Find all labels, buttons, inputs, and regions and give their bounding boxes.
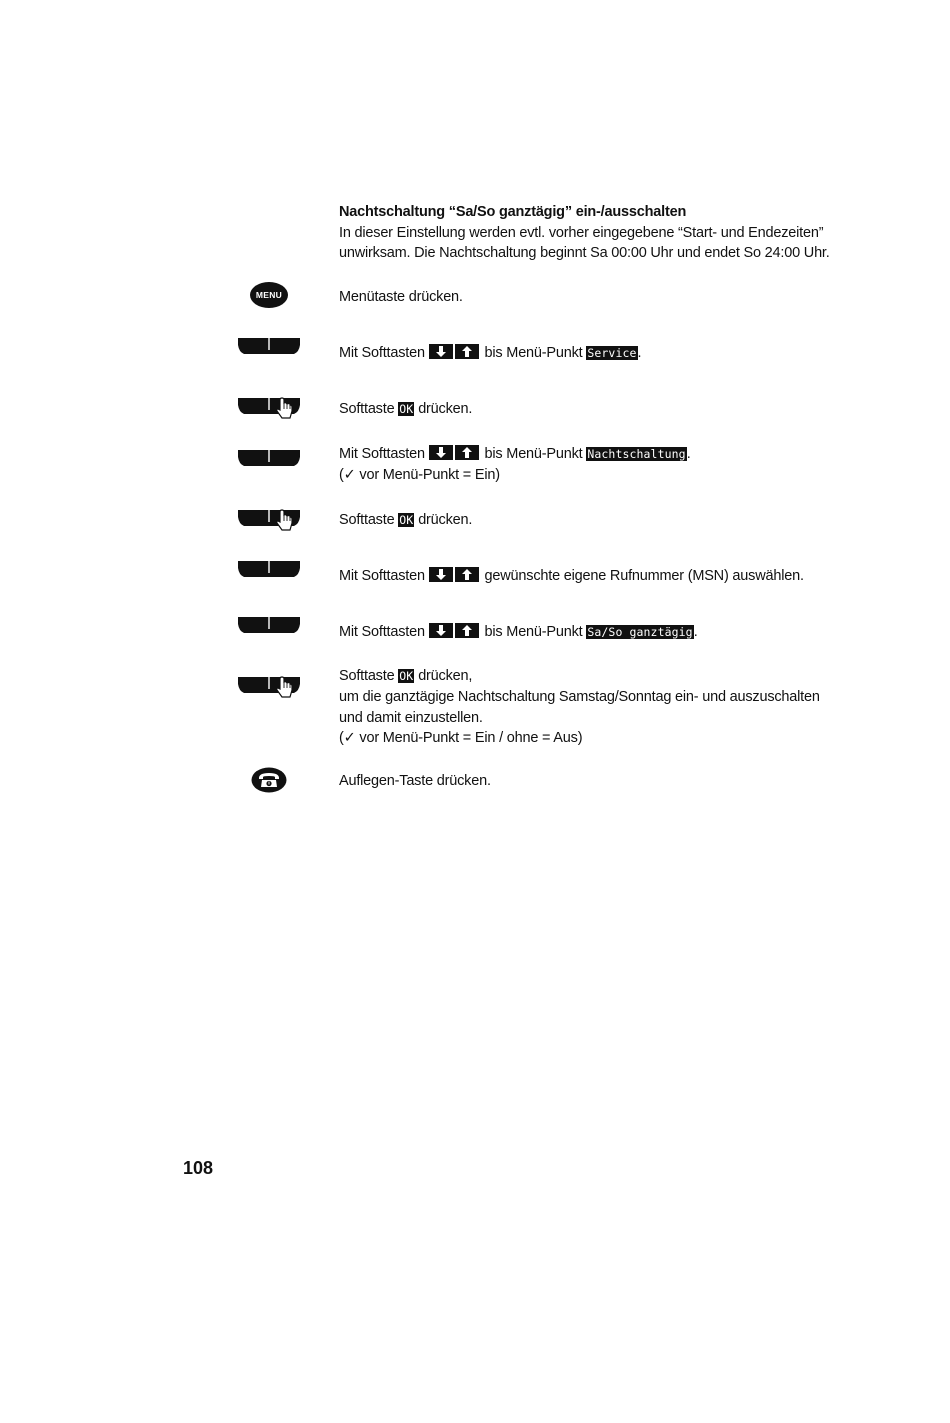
- page-number: 108: [183, 1158, 214, 1178]
- step-3-post: drücken.: [418, 401, 473, 417]
- arrow-down-key-icon: [429, 623, 453, 638]
- step-2-text: [339, 343, 641, 364]
- step-1-text: Menütaste drücken.: [339, 289, 463, 305]
- arrow-up-key-icon: [455, 623, 479, 638]
- softkey-press-hand-icon: [238, 671, 300, 703]
- softkey-icon: [238, 448, 300, 472]
- step-4-post: .: [686, 446, 691, 462]
- step-8-line-3: und damit einzustellen.: [339, 710, 483, 726]
- step-5-pre: Softtaste: [339, 512, 395, 528]
- arrow-down-key-icon: [429, 344, 453, 359]
- arrow-up-key-icon: [455, 567, 479, 582]
- softkey-press-hand-icon: [238, 392, 300, 424]
- step-2-pre: Mit Softtasten: [339, 345, 425, 361]
- section-title: Nachtschaltung “Sa/So ganztägig” ein-/ausschalten: [339, 204, 687, 220]
- step-9-text: Auflegen-Taste drücken.: [339, 773, 491, 789]
- step-4-pre: Mit Softtasten: [339, 446, 425, 462]
- softkey-icon: [238, 615, 300, 639]
- step-4-note: (✓ vor Menü-Punkt = Ein): [339, 467, 500, 483]
- arrow-up-key-icon: [455, 445, 479, 460]
- step-7-pre: Mit Softtasten: [339, 624, 425, 640]
- step-5-text: [339, 510, 472, 531]
- step-8-pre: Softtaste: [339, 668, 395, 684]
- step-8-text: [339, 666, 472, 687]
- step-2-mid: bis Menü-Punkt: [484, 345, 583, 361]
- step-7-post: .: [693, 624, 698, 640]
- hangup-key-icon: [251, 767, 287, 793]
- step-3-text: [339, 399, 472, 420]
- display-ok: OK: [399, 513, 414, 527]
- display-ok: OK: [399, 669, 414, 683]
- softkey-press-hand-icon: [238, 504, 300, 536]
- arrow-down-key-icon: [429, 445, 453, 460]
- display-ok: OK: [399, 402, 414, 416]
- softkey-icon: [238, 336, 300, 360]
- step-4-text: [339, 444, 691, 465]
- display-service: Service: [587, 346, 637, 360]
- step-7-text: [339, 622, 698, 643]
- step-3-pre: Softtaste: [339, 401, 395, 417]
- step-2-post: .: [637, 345, 642, 361]
- step-7-mid: bis Menü-Punkt: [484, 624, 583, 640]
- intro-line-1: In dieser Einstellung werden evtl. vorher eingegebene “Start- und Endezeiten”: [339, 225, 824, 241]
- step-8-line-2: um die ganztägige Nachtschaltung Samstag/Sonntag ein- und auszuschalten: [339, 689, 820, 705]
- arrow-up-key-icon: [455, 344, 479, 359]
- step-8-post: drücken,: [418, 668, 473, 684]
- step-5-post: drücken.: [418, 512, 473, 528]
- display-sa-so-ganztaegig: Sa/So ganztägig: [587, 625, 693, 639]
- menu-key-icon: [250, 282, 288, 308]
- arrow-down-key-icon: [429, 567, 453, 582]
- intro-line-2: unwirksam. Die Nachtschaltung beginnt Sa 00:00 Uhr und endet So 24:00 Uhr.: [339, 245, 830, 261]
- softkey-icon: [238, 559, 300, 583]
- step-4-mid: bis Menü-Punkt: [484, 446, 583, 462]
- step-8-note: (✓ vor Menü-Punkt = Ein / ohne = Aus): [339, 730, 583, 746]
- step-6-mid: gewünschte eigene Rufnummer (MSN) auswählen.: [484, 568, 804, 584]
- step-6-text: [339, 566, 804, 587]
- step-6-pre: Mit Softtasten: [339, 568, 425, 584]
- display-nachtschaltung: Nachtschaltung: [587, 447, 686, 461]
- menu-key-label: MENU: [255, 290, 283, 300]
